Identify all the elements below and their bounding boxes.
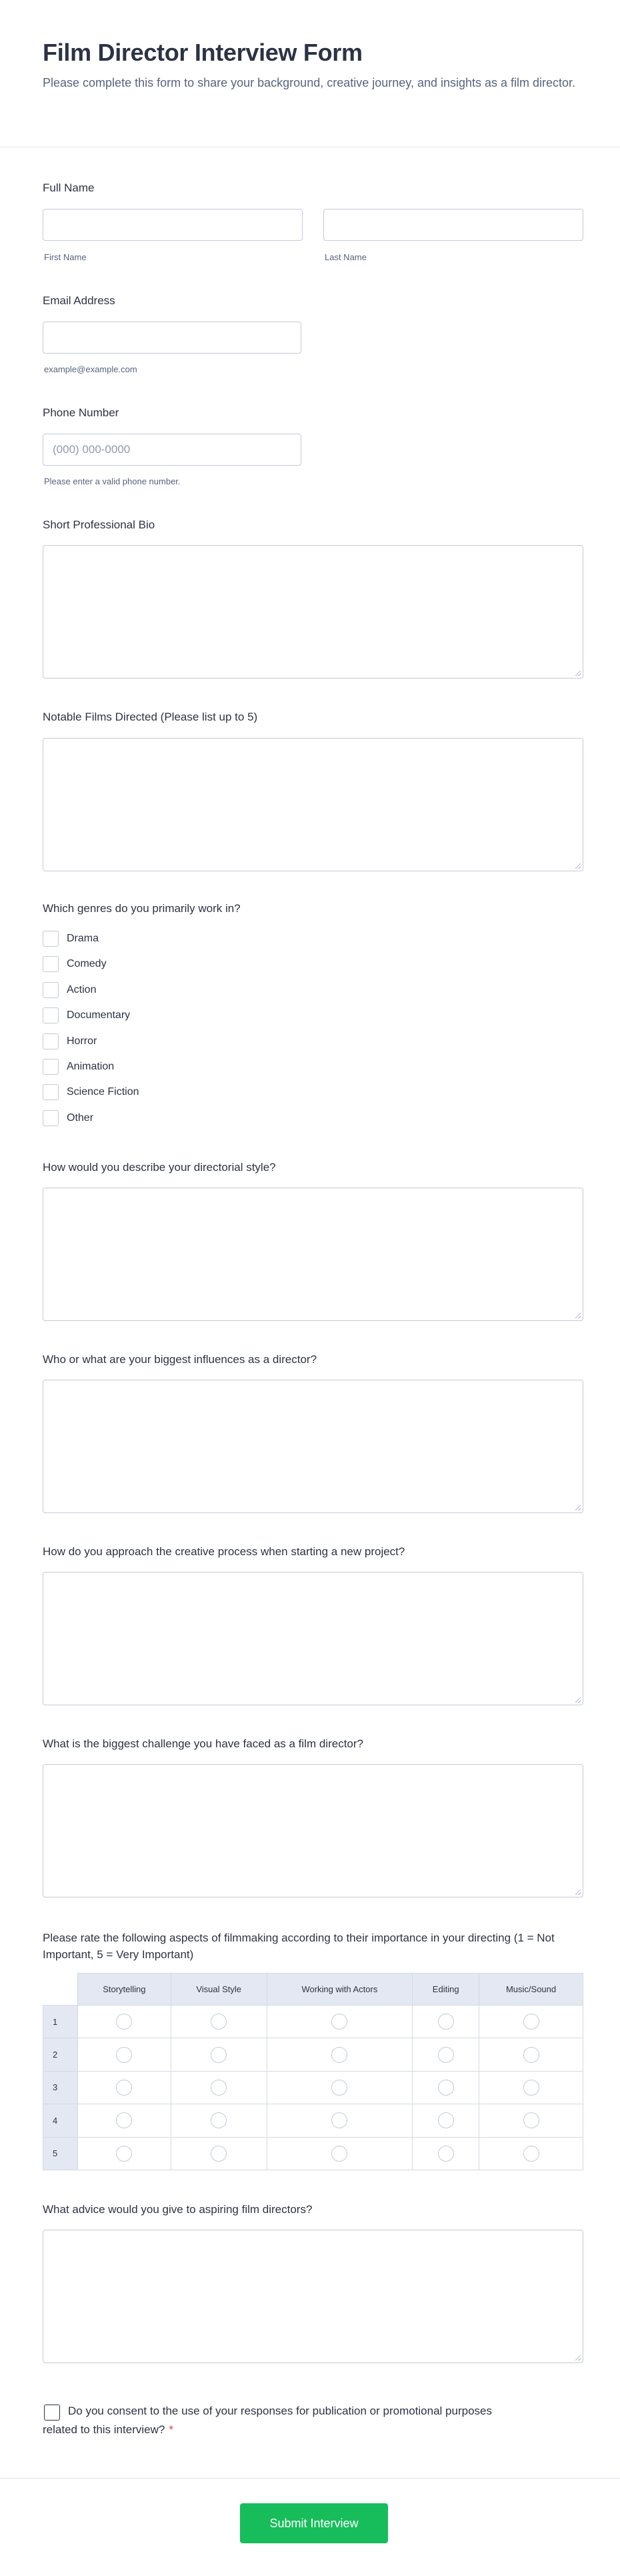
consent-label: Do you consent to the use of your responses for publication or promotional purposes related to this interview? bbox=[43, 2405, 492, 2436]
checkbox[interactable] bbox=[43, 1084, 59, 1100]
radio-button[interactable] bbox=[211, 2014, 227, 2030]
matrix-cell bbox=[171, 2137, 267, 2170]
radio-button[interactable] bbox=[116, 2112, 132, 2128]
style-label: How would you describe your directorial style? bbox=[43, 1161, 276, 1174]
matrix-cell bbox=[479, 2006, 583, 2038]
radio-button[interactable] bbox=[211, 2047, 227, 2063]
matrix-cell bbox=[267, 2038, 413, 2071]
process-label: How do you approach the creative process when starting a new project? bbox=[43, 1545, 405, 1558]
phone-input[interactable] bbox=[43, 434, 301, 466]
submit-button[interactable]: Submit Interview bbox=[240, 2503, 388, 2543]
matrix-column-header: Music/Sound bbox=[479, 1974, 583, 2006]
genres-label: Which genres do you primarily work in? bbox=[43, 902, 241, 915]
style-field-wrap bbox=[43, 1188, 583, 1321]
email-sublabel: example@example.com bbox=[44, 364, 137, 374]
genre-option[interactable] bbox=[43, 1084, 139, 1100]
matrix-column-header: Visual Style bbox=[171, 1974, 267, 2006]
matrix-cell bbox=[77, 2038, 171, 2071]
checkbox[interactable] bbox=[43, 982, 59, 998]
genre-option[interactable] bbox=[43, 1059, 114, 1075]
matrix-row-header: 3 bbox=[43, 2071, 78, 2104]
genre-option-label: Drama bbox=[67, 933, 99, 944]
process-field-wrap bbox=[43, 1572, 583, 1705]
matrix-corner bbox=[43, 1974, 78, 2006]
checkbox[interactable] bbox=[43, 931, 59, 947]
matrix-column-header: Storytelling bbox=[77, 1974, 171, 2006]
radio-button[interactable] bbox=[438, 2146, 454, 2162]
radio-button[interactable] bbox=[523, 2080, 539, 2096]
radio-button[interactable] bbox=[331, 2080, 347, 2096]
matrix-row bbox=[43, 2071, 583, 2104]
matrix-cell bbox=[171, 2038, 267, 2071]
process-textarea[interactable] bbox=[43, 1572, 583, 1705]
checkbox[interactable] bbox=[43, 1110, 59, 1126]
genre-option-label: Action bbox=[67, 983, 97, 995]
radio-button[interactable] bbox=[116, 2080, 132, 2096]
email-label: Email Address bbox=[43, 294, 115, 307]
genre-option[interactable] bbox=[43, 931, 99, 947]
radio-button[interactable] bbox=[331, 2047, 347, 2063]
matrix-row bbox=[43, 2104, 583, 2137]
checkbox[interactable] bbox=[43, 1059, 59, 1075]
advice-textarea[interactable] bbox=[43, 2230, 583, 2363]
rating-label: Please rate the following aspects of filmmaking according to their importance in your directing (1 = Not Important, 5 = Very Important) bbox=[43, 1931, 555, 1961]
radio-button[interactable] bbox=[116, 2047, 132, 2063]
last-name-sublabel: Last Name bbox=[325, 252, 367, 262]
genre-option[interactable] bbox=[43, 956, 107, 972]
radio-button[interactable] bbox=[438, 2047, 454, 2063]
matrix-row bbox=[43, 2038, 583, 2071]
genre-option[interactable] bbox=[43, 1110, 93, 1126]
matrix-cell bbox=[77, 2104, 171, 2137]
matrix-column-header: Editing bbox=[413, 1974, 479, 2006]
matrix-column-header: Working with Actors bbox=[267, 1974, 413, 2006]
radio-button[interactable] bbox=[116, 2146, 132, 2162]
phone-label: Phone Number bbox=[43, 406, 119, 419]
genre-option[interactable] bbox=[43, 1033, 97, 1049]
matrix-cell bbox=[479, 2071, 583, 2104]
genre-option-label: Documentary bbox=[67, 1009, 131, 1021]
first-name-input[interactable] bbox=[43, 209, 303, 241]
matrix-cell bbox=[267, 2071, 413, 2104]
radio-button[interactable] bbox=[523, 2047, 539, 2063]
radio-button[interactable] bbox=[438, 2080, 454, 2096]
radio-button[interactable] bbox=[438, 2014, 454, 2030]
advice-field-wrap bbox=[43, 2230, 583, 2363]
matrix-cell bbox=[413, 2006, 479, 2038]
consent-label-wrap bbox=[43, 2402, 509, 2439]
radio-button[interactable] bbox=[331, 2014, 347, 2030]
radio-button[interactable] bbox=[523, 2112, 539, 2128]
genre-option-label: Animation bbox=[67, 1061, 115, 1072]
advice-label: What advice would you give to aspiring film directors? bbox=[43, 2203, 313, 2216]
matrix-cell bbox=[77, 2006, 171, 2038]
matrix-cell bbox=[267, 2137, 413, 2170]
genre-option[interactable] bbox=[43, 982, 96, 998]
radio-button[interactable] bbox=[523, 2146, 539, 2162]
matrix-cell bbox=[413, 2038, 479, 2071]
radio-button[interactable] bbox=[211, 2146, 227, 2162]
radio-button[interactable] bbox=[211, 2080, 227, 2096]
bio-field-wrap bbox=[43, 545, 583, 679]
genre-option-label: Horror bbox=[67, 1035, 97, 1047]
matrix-row bbox=[43, 2006, 583, 2038]
matrix-cell bbox=[479, 2104, 583, 2137]
matrix-row bbox=[43, 2137, 583, 2170]
matrix-cell bbox=[267, 2104, 413, 2137]
influences-field-wrap bbox=[43, 1380, 583, 1513]
first-name-sublabel: First Name bbox=[44, 252, 87, 262]
matrix-cell bbox=[171, 2104, 267, 2137]
influences-label: Who or what are your biggest influences as a director? bbox=[43, 1353, 317, 1366]
matrix-row-header: 4 bbox=[43, 2104, 78, 2137]
matrix-cell bbox=[413, 2071, 479, 2104]
radio-button[interactable] bbox=[331, 2112, 347, 2128]
radio-button[interactable] bbox=[331, 2146, 347, 2162]
genre-option-label: Comedy bbox=[67, 958, 107, 970]
influences-textarea[interactable] bbox=[43, 1380, 583, 1513]
radio-button[interactable] bbox=[211, 2112, 227, 2128]
matrix-cell bbox=[77, 2137, 171, 2170]
matrix-cell bbox=[171, 2071, 267, 2104]
matrix-cell bbox=[479, 2038, 583, 2071]
matrix-cell bbox=[171, 2006, 267, 2038]
films-field-wrap bbox=[43, 738, 583, 871]
radio-button[interactable] bbox=[116, 2014, 132, 2030]
matrix-cell bbox=[479, 2137, 583, 2170]
checkbox[interactable] bbox=[43, 1033, 59, 1049]
email-input[interactable] bbox=[43, 322, 301, 354]
radio-button[interactable] bbox=[438, 2112, 454, 2128]
matrix-cell bbox=[267, 2006, 413, 2038]
page-title: Film Director Interview Form bbox=[43, 39, 363, 66]
footer-divider bbox=[0, 2478, 620, 2479]
genre-option-label: Science Fiction bbox=[67, 1086, 139, 1098]
challenge-field-wrap bbox=[43, 1764, 583, 1897]
page-subtitle: Please complete this form to share your background, creative journey, and insights as a film director. bbox=[43, 76, 576, 89]
phone-sublabel: Please enter a valid phone number. bbox=[44, 476, 181, 486]
genre-option-label: Other bbox=[67, 1112, 94, 1124]
full-name-label: Full Name bbox=[43, 181, 95, 194]
radio-button[interactable] bbox=[523, 2014, 539, 2030]
matrix-cell bbox=[77, 2071, 171, 2104]
films-textarea[interactable] bbox=[43, 738, 583, 871]
matrix-cell bbox=[413, 2137, 479, 2170]
genre-option[interactable] bbox=[43, 1007, 130, 1023]
challenge-textarea[interactable] bbox=[43, 1764, 583, 1897]
challenge-label: What is the biggest challenge you have faced as a film director? bbox=[43, 1737, 363, 1750]
checkbox[interactable] bbox=[43, 956, 59, 972]
matrix-row-header: 5 bbox=[43, 2137, 78, 2170]
rating-matrix bbox=[43, 1973, 583, 2170]
films-label: Notable Films Directed (Please list up to 5) bbox=[43, 711, 258, 723]
style-textarea[interactable] bbox=[43, 1188, 583, 1321]
matrix-cell bbox=[413, 2104, 479, 2137]
checkbox[interactable] bbox=[43, 1007, 59, 1023]
matrix-row-header: 1 bbox=[43, 2006, 78, 2038]
bio-label: Short Professional Bio bbox=[43, 518, 155, 531]
bio-textarea[interactable] bbox=[43, 545, 583, 679]
required-asterisk: * bbox=[169, 2423, 173, 2436]
matrix-row-header: 2 bbox=[43, 2038, 78, 2071]
last-name-input[interactable] bbox=[323, 209, 583, 241]
